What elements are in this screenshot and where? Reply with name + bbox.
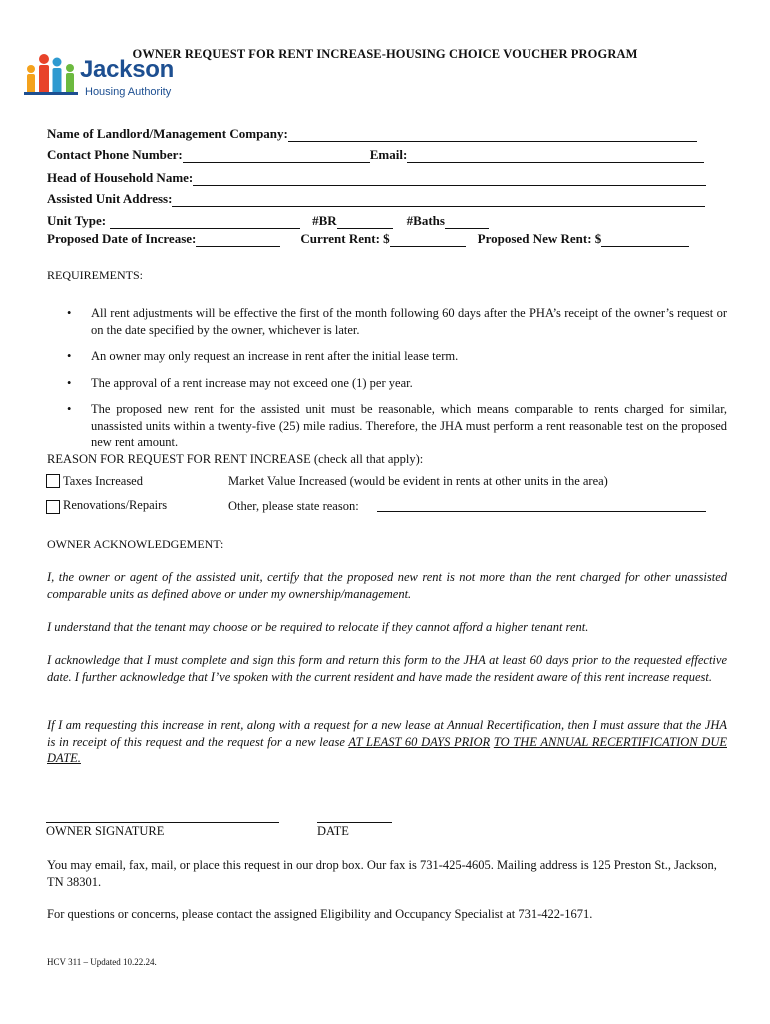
- ack-p4-text: If I am requesting this increase in rent, along with a request for a new lease at Annual Recertification, then I must assure that the JHA is in receipt of this request and the request for a new lease: [47, 718, 727, 749]
- household-row: [47, 170, 706, 186]
- requirement-item: • An owner may only request an increase in rent after the initial lease term.: [47, 348, 727, 365]
- rent-row: [47, 231, 689, 247]
- other-label: Other, please state reason:: [228, 499, 359, 513]
- baths-label: #Baths: [406, 213, 445, 228]
- form-title: OWNER REQUEST FOR RENT INCREASE-HOUSING CHOICE VOUCHER PROGRAM: [132, 47, 638, 61]
- landlord-label: Name of Landlord/Management Company:: [47, 126, 288, 141]
- acknowledgement-heading: OWNER ACKNOWLEDGEMENT:: [47, 537, 224, 551]
- phone-field[interactable]: [183, 148, 370, 163]
- ack-paragraph-1: I, the owner or agent of the assisted unit, certify that the proposed new rent is not more than the rent charged for other unassisted comparable units as defined above or under my ownership/management.: [47, 570, 727, 601]
- renovations-label: Renovations/Repairs: [63, 498, 168, 512]
- email-label: Email:: [369, 147, 408, 162]
- ack-p4-emphasis-2: TO THE ANNUAL RECERTIFICATION DUE DATE.: [47, 734, 727, 765]
- unit-type-label: Unit Type:: [47, 213, 107, 228]
- people-icon: [22, 52, 80, 102]
- requirements-heading: REQUIREMENTS:: [47, 268, 143, 282]
- reason-heading: REASON FOR REQUEST FOR RENT INCREASE (check all that apply):: [47, 452, 424, 466]
- new-rent-label: Proposed New Rent: $: [477, 231, 602, 246]
- owner-signature-line[interactable]: [46, 822, 279, 823]
- owner-signature-label: OWNER SIGNATURE: [46, 824, 165, 838]
- current-rent-label: Current Rent: $: [300, 231, 390, 246]
- ack-paragraph-4: [47, 717, 727, 767]
- contact-paragraph-1: You may email, fax, mail, or place this request in our drop box. Our fax is 731-425-4605. Mailing address is 125 Preston St., Jackson, TN 38301.: [47, 858, 717, 889]
- address-field[interactable]: [172, 192, 705, 207]
- logo-subtitle: Housing Authority: [85, 86, 172, 98]
- br-label: #BR: [312, 213, 337, 228]
- new-rent-field[interactable]: [601, 232, 689, 247]
- household-field[interactable]: [193, 171, 706, 186]
- other-reason-field[interactable]: [377, 511, 706, 512]
- landlord-row: [47, 126, 697, 142]
- renovations-checkbox[interactable]: [46, 500, 60, 514]
- current-rent-field[interactable]: [390, 232, 466, 247]
- jha-logo: [22, 52, 182, 102]
- landlord-field[interactable]: [288, 127, 697, 142]
- requirement-item: • All rent adjustments will be effective the first of the month following 60 days after the PHA’s receipt of the owner’s request or on the date specified by the owner, whichever is later.: [47, 305, 727, 338]
- date-label: Proposed Date of Increase:: [47, 231, 197, 246]
- date-field[interactable]: [196, 232, 280, 247]
- baths-field[interactable]: [445, 214, 489, 229]
- br-field[interactable]: [337, 214, 393, 229]
- signature-date-label: DATE: [317, 824, 349, 838]
- ack-paragraph-2: I understand that the tenant may choose or be required to relocate if they cannot afford a higher tenant rent.: [47, 620, 589, 634]
- taxes-checkbox[interactable]: [46, 474, 60, 488]
- requirement-item: • The approval of a rent increase may not exceed one (1) per year.: [47, 375, 727, 392]
- household-label: Head of Household Name:: [47, 170, 194, 185]
- unit-row: [47, 213, 489, 229]
- market-label: Market Value Increased (would be evident in rents at other units in the area): [228, 474, 608, 488]
- address-row: [47, 191, 705, 207]
- contact-paragraph-2: For questions or concerns, please contact the assigned Eligibility and Occupancy Specialist at 731-422-1671.: [47, 907, 593, 921]
- unit-type-field[interactable]: [110, 214, 300, 229]
- address-label: Assisted Unit Address:: [47, 191, 173, 206]
- ack-paragraph-3: I acknowledge that I must complete and sign this form and return this form to the JHA at least 60 days prior to the requested effective date. I further acknowledge that I’ve spoken with the current resident and have made the resident aware of this rent increase request.: [47, 653, 727, 684]
- email-field[interactable]: [407, 148, 704, 163]
- date-signature-line[interactable]: [317, 822, 392, 823]
- phone-label: Contact Phone Number:: [47, 147, 183, 162]
- form-footer: HCV 311 – Updated 10.22.24.: [47, 957, 157, 967]
- ack-p4-emphasis-1: AT LEAST 60 DAYS PRIOR: [348, 734, 491, 749]
- requirement-item: • The proposed new rent for the assisted unit must be reasonable, which means comparable to rents charged for similar, unassisted units within a twenty-five (25) mile radius. Therefore, the JHA must perform a rent reasonable test on the proposed new rent amount.: [47, 401, 727, 451]
- requirements-list: [47, 305, 727, 461]
- taxes-label: Taxes Increased: [63, 474, 143, 488]
- contact-row: [47, 147, 704, 163]
- logo-name: Jackson: [80, 56, 174, 83]
